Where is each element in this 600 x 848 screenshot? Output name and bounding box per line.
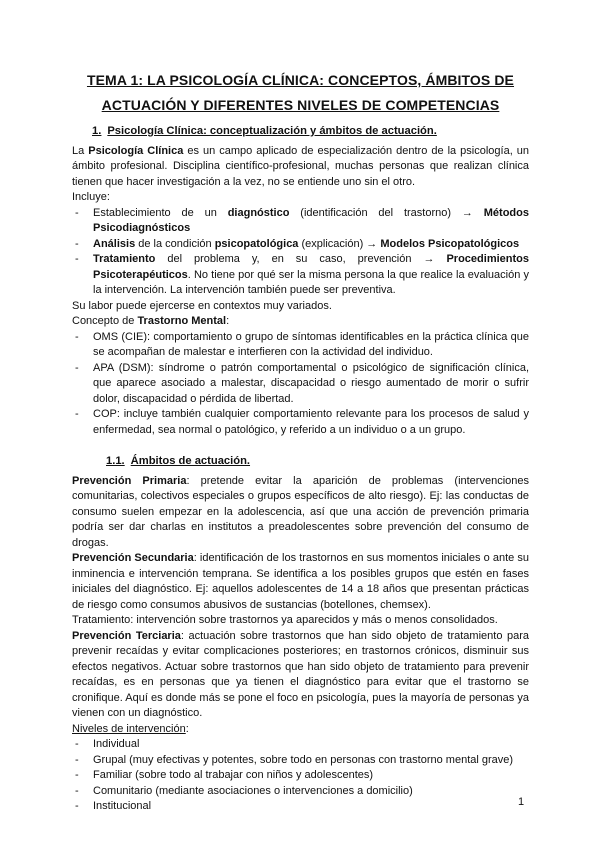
list-item: - Individual: [72, 737, 529, 753]
intro-term: Psicología Clínica: [88, 144, 184, 157]
list-item: - Familiar (sobre todo al trabajar con niños y adolescentes): [72, 768, 529, 784]
title-line-2: ACTUACIÓN Y DIFERENTES NIVELES DE COMPETENCIAS: [101, 97, 500, 113]
primaria-text: : pretende evitar la aparición de problemas (intervenciones comunitarias, colectivos especiales o grupos específicos de alto riesgo). Ej: las conductas de consumo suelen empezar en la adolescencia, así que una acción de prevención primaria podría ser dar charlas en institutos a preadolescentes sobre prevención del consumo de drogas.: [72, 474, 529, 549]
item-bold: psicopatológica: [214, 237, 299, 250]
niveles-label: Niveles de intervención: [72, 722, 186, 735]
list-item: [72, 237, 529, 253]
item-text: . No tiene por qué ser la misma persona la que realice la evaluación y la intervención. La intervención también puede ser preventiva.: [93, 268, 529, 296]
item-bold: Métodos Psicodiagnósticos: [93, 206, 529, 234]
contextos-text: Su labor puede ejercerse en contextos muy variados.: [72, 299, 332, 312]
definitions-list: [72, 330, 529, 439]
list-item: - Grupal (muy efectivas y potentes, sobre todo en personas con trastorno mental grave): [72, 753, 529, 769]
section-1-1-heading: [106, 454, 529, 470]
item-bold: Análisis: [93, 237, 136, 250]
concepto-line: [72, 314, 529, 330]
terciaria-label: Prevención Terciaria: [72, 629, 181, 642]
concepto-colon: :: [226, 315, 230, 327]
intro-text-c: es un campo aplicado de especialización dentro de la psicología, un ámbito profesional. Disciplina científico-profesional, muchas personas que realizan clínica tienen que hacer investigación a la vez, no se entiende uno sin el otro.: [72, 144, 530, 188]
list-item: [72, 252, 529, 299]
item-bold: Tratamiento: [93, 253, 156, 265]
list-item: - Comunitario (mediante asociaciones o intervenciones a domicilio): [72, 784, 529, 800]
prevencion-terciaria: [72, 629, 529, 722]
title-line-1: TEMA 1: LA PSICOLOGÍA CLÍNICA: CONCEPTOS, ÁMBITOS DE: [86, 72, 515, 88]
list-item: - APA (DSM): síndrome o patrón comportamental o psicológico de significación clínica, que aparece asociado a malestar, discapacidad o riesgo aumentado de morir o sufrir dolor, discapacidad o pérdida de libertad.: [72, 361, 529, 408]
prevencion-primaria: [72, 474, 529, 552]
section-1-heading: [92, 124, 529, 140]
primaria-label: Prevención Primaria: [72, 474, 187, 487]
section-1-1-number: 1.1.: [106, 455, 125, 467]
concepto-term: Trastorno Mental: [137, 315, 227, 327]
prevencion-secundaria: [72, 551, 529, 613]
section-1-intro: [72, 144, 529, 191]
terciaria-text: : actuación sobre trastornos que han sido objeto de tratamiento para prevenir recaídas y evitar complicaciones posteriores; en trastornos crónicos, disminuir sus efectos negativos. Actuar sobre trastornos que han sido objeto de tratamiento para prevenir recaídas, es en personas que ya tienen el diagnóstico para evitar que el trastorno se cronifique. Aquí es donde más se pone el foco en psicología, pues la mayoría de personas ya vienen con un diagnóstico.: [72, 629, 529, 719]
section-1-1-title: Ámbitos de actuación.: [130, 455, 251, 467]
secundaria-text: : identificación de los trastornos en sus momentos iniciales o ante su inminencia e intervención temprana. Se identifica a los posibles grupos que estén en fases iniciales del diagnóstico. Ej: aquellos adolescentes de 14 a 18 años que presentan prácticas de riesgo como consumos abusivos de sustancias (botellones, chemsex).: [72, 552, 529, 611]
niveles-heading: [72, 722, 529, 738]
item-bold: diagnóstico: [227, 206, 290, 219]
item-text: (explicación) →: [298, 237, 381, 250]
list-item: - COP: incluye también cualquier comportamiento relevante para los procesos de salud y enfermedad, sea normal o patológico, y referido a un individuo o a un grupo.: [72, 407, 529, 438]
page-number: 1: [518, 796, 525, 808]
concepto-text: Concepto de: [72, 315, 138, 327]
document-title: [72, 68, 529, 118]
section-1-title: Psicología Clínica: conceptualización y ámbitos de actuación.: [107, 125, 437, 137]
secundaria-label: Prevención Secundaria: [72, 552, 194, 564]
item-bold: Procedimientos Psicoterapéuticos: [93, 253, 529, 281]
item-text: Establecimiento de un: [93, 206, 228, 219]
list-item: - Institucional: [72, 799, 529, 815]
niveles-list: [72, 737, 529, 815]
list-item: [72, 206, 529, 237]
item-text: (identificación del trastorno) →: [289, 206, 484, 219]
item-text: de la condición: [135, 237, 215, 250]
document-page: [72, 68, 529, 815]
item-text: del problema y, en su caso, prevención →: [155, 253, 447, 265]
incluye-list: [72, 206, 529, 299]
section-1-number: 1.: [92, 125, 102, 137]
item-bold: Modelos Psicopatológicos: [380, 237, 520, 250]
intro-text-a: La: [72, 144, 89, 157]
list-item: - OMS (CIE): comportamiento o grupo de síntomas identificables en la práctica clínica que se acompañan de malestar e interfieren con la actividad del individuo.: [72, 330, 529, 361]
tratamiento-text: Tratamiento: intervención sobre trastornos ya aparecidos y más o menos consolidados.: [72, 614, 498, 626]
incluye-label: Incluye:: [72, 191, 110, 203]
niveles-colon: :: [185, 722, 189, 735]
